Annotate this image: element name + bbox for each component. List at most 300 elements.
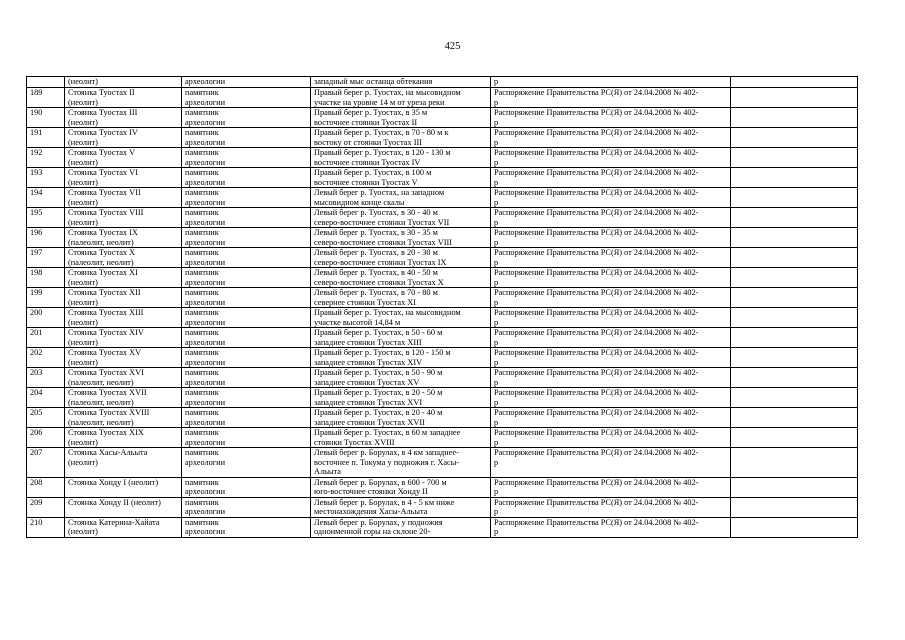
cell-line: западнее стоянки Туостах XIV xyxy=(314,357,423,367)
cell-type xyxy=(182,428,311,448)
cell-line: Распоряжение Правительства РС(Я) от 24.04.2008 № 402- xyxy=(494,517,699,527)
cell-line: р xyxy=(494,317,499,327)
cell-line: (неолит) xyxy=(68,217,98,227)
cell-line: Стоянка Хонду I (неолит) xyxy=(68,477,159,487)
cell-num: 190 xyxy=(27,108,65,128)
cell-line: (неолит) xyxy=(68,337,98,347)
cell-line: Стоянка Туостах XIII xyxy=(68,308,144,317)
cell-line: Распоряжение Правительства РС(Я) от 24.04.2008 № 402- xyxy=(494,168,699,177)
cell-line: Стоянка Туостах XV xyxy=(68,348,142,357)
cell-line: юго-восточнее стоянки Хонду II xyxy=(314,487,428,496)
cell-line: одноименной горы на склоне 20- xyxy=(314,527,431,536)
cell-line: (неолит) xyxy=(68,117,98,127)
cell-line: Правый берег р. Туостах, в 50 - 90 м xyxy=(314,368,443,377)
cell-line: археологии xyxy=(185,357,226,367)
cell-line: археологии xyxy=(185,437,226,447)
cell-line: Стоянка Туостах V xyxy=(68,148,136,157)
cell-line: памятник xyxy=(185,128,219,137)
table-row xyxy=(27,208,858,228)
cell-line: археологии xyxy=(185,157,226,167)
table-row xyxy=(27,497,858,517)
cell-type xyxy=(182,128,311,148)
cell-note xyxy=(731,168,858,188)
cell-doc xyxy=(491,88,731,108)
cell-line: археологии xyxy=(185,197,226,207)
cell-line: Распоряжение Правительства РС(Я) от 24.04.2008 № 402- xyxy=(494,268,699,277)
cell-line: восточнее стоянки Туостах IV xyxy=(314,157,421,167)
cell-line: Левый берег р. Борулах, в 4 км западнее- xyxy=(314,448,459,457)
cell-note xyxy=(731,517,858,537)
cell-num: 198 xyxy=(27,268,65,288)
cell-line: Левый берег р. Борулах, у подножия xyxy=(314,517,443,527)
table-row xyxy=(27,168,858,188)
cell-line: памятник xyxy=(185,308,219,317)
cell-line: Стоянка Туостах XVI xyxy=(68,368,144,377)
cell-note xyxy=(731,348,858,368)
cell-line: участке на уровне 14 м от уреза реки xyxy=(314,97,445,107)
cell-line: памятник xyxy=(185,328,219,337)
cell-line: Распоряжение Правительства РС(Я) от 24.04.2008 № 402- xyxy=(494,208,699,217)
cell-line: Правый берег р. Туостах, в 120 - 130 м xyxy=(314,148,451,157)
table-row xyxy=(27,248,858,268)
cell-line: Распоряжение Правительства РС(Я) от 24.04.2008 № 402- xyxy=(494,128,699,137)
cell-line: Левый берег р. Туостах, в 20 - 30 м xyxy=(314,248,438,257)
cell-doc xyxy=(491,288,731,308)
cell-line: археологии xyxy=(185,237,226,247)
cell-note xyxy=(731,428,858,448)
table-row xyxy=(27,368,858,388)
cell-line: памятник xyxy=(185,497,219,507)
cell-name xyxy=(65,408,182,428)
monuments-table xyxy=(26,76,858,538)
cell-doc xyxy=(491,477,731,497)
table-row xyxy=(27,308,858,328)
cell-note xyxy=(731,77,858,88)
cell-line: р xyxy=(494,437,499,447)
cell-line: Распоряжение Правительства РС(Я) от 24.04.2008 № 402- xyxy=(494,188,699,197)
cell-location xyxy=(311,108,491,128)
cell-type xyxy=(182,368,311,388)
cell-line: Правый берег р. Туостах, в 20 - 50 м xyxy=(314,388,443,397)
cell-line: (неолит) xyxy=(68,97,98,107)
cell-line: памятник xyxy=(185,428,219,437)
cell-line: Левый берег р. Туостах, в 30 - 40 м xyxy=(314,208,438,217)
cell-num: 209 xyxy=(27,497,65,517)
cell-line: (неолит) xyxy=(68,437,98,447)
cell-num: 204 xyxy=(27,388,65,408)
cell-line: Распоряжение Правительства РС(Я) от 24.04.2008 № 402- xyxy=(494,448,699,457)
cell-num: 201 xyxy=(27,328,65,348)
cell-type xyxy=(182,448,311,478)
cell-location xyxy=(311,77,491,88)
cell-num: 203 xyxy=(27,368,65,388)
cell-location xyxy=(311,248,491,268)
cell-doc xyxy=(491,108,731,128)
cell-line: археологии xyxy=(185,457,226,467)
cell-num: 195 xyxy=(27,208,65,228)
cell-line: Распоряжение Правительства РС(Я) от 24.04.2008 № 402- xyxy=(494,288,699,297)
cell-type xyxy=(182,348,311,368)
cell-line: археологии xyxy=(185,177,226,187)
cell-doc xyxy=(491,268,731,288)
cell-line: (палеолит, неолит) xyxy=(68,397,134,407)
cell-name xyxy=(65,148,182,168)
cell-note xyxy=(731,477,858,497)
cell-line: западнее стоянки Туостах XIII xyxy=(314,337,422,347)
cell-type xyxy=(182,497,311,517)
cell-num: 192 xyxy=(27,148,65,168)
cell-doc xyxy=(491,228,731,248)
cell-line: (неолит) xyxy=(68,297,98,307)
cell-line: местонахождения Хасы-Альыта xyxy=(314,507,428,516)
cell-note xyxy=(731,388,858,408)
cell-line: Правый берег р. Туостах, в 100 м xyxy=(314,168,432,177)
cell-line: (неолит) xyxy=(68,197,98,207)
cell-line: р xyxy=(494,397,499,407)
cell-line: северо-восточнее стоянки Туостах X xyxy=(314,277,444,287)
cell-type xyxy=(182,388,311,408)
cell-line: р xyxy=(494,237,499,247)
cell-line: западнее стоянки Туостах XV xyxy=(314,377,420,387)
cell-line: археологии xyxy=(185,527,226,536)
cell-line: памятник xyxy=(185,477,219,487)
cell-doc xyxy=(491,308,731,328)
cell-line: Левый берег р. Туостах, в 70 - 80 м xyxy=(314,288,438,297)
cell-line: памятник xyxy=(185,248,219,257)
cell-line: мысовидном конце скалы xyxy=(314,197,405,207)
cell-name xyxy=(65,517,182,537)
cell-num: 200 xyxy=(27,308,65,328)
table-row xyxy=(27,428,858,448)
cell-line: (неолит) xyxy=(68,357,98,367)
cell-name xyxy=(65,248,182,268)
cell-name xyxy=(65,448,182,478)
cell-doc xyxy=(491,348,731,368)
cell-line: Стоянка Туостах XI xyxy=(68,268,138,277)
cell-line: (неолит) xyxy=(68,277,98,287)
cell-num: 210 xyxy=(27,517,65,537)
cell-line: (палеолит, неолит) xyxy=(68,237,134,247)
cell-location xyxy=(311,308,491,328)
cell-line: р xyxy=(494,457,499,467)
cell-type xyxy=(182,288,311,308)
cell-line: (неолит) xyxy=(68,317,98,327)
table-row xyxy=(27,188,858,208)
cell-line: (палеолит, неолит) xyxy=(68,257,134,267)
cell-type xyxy=(182,228,311,248)
cell-line: памятник xyxy=(185,408,219,417)
cell-doc xyxy=(491,388,731,408)
cell-location xyxy=(311,88,491,108)
cell-location xyxy=(311,228,491,248)
cell-line: (неолит) xyxy=(68,137,98,147)
cell-location xyxy=(311,288,491,308)
cell-doc xyxy=(491,208,731,228)
cell-doc xyxy=(491,328,731,348)
table-row xyxy=(27,388,858,408)
cell-line: р xyxy=(494,337,499,347)
cell-line: Стоянка Катерина-Хайата xyxy=(68,517,160,527)
cell-doc xyxy=(491,408,731,428)
cell-line: Распоряжение Правительства РС(Я) от 24.04.2008 № 402- xyxy=(494,328,699,337)
cell-line: археологии xyxy=(185,77,226,86)
cell-line: (неолит) xyxy=(68,157,98,167)
cell-line: памятник xyxy=(185,208,219,217)
cell-num: 196 xyxy=(27,228,65,248)
cell-line: р xyxy=(494,157,499,167)
cell-line: Правый берег р. Туостах, в 70 - 80 м к xyxy=(314,128,449,137)
cell-line: памятник xyxy=(185,148,219,157)
cell-line: р xyxy=(494,277,499,287)
cell-line: Правый берег р. Туостах, в 60 м западнее xyxy=(314,428,461,437)
cell-type xyxy=(182,77,311,88)
cell-line: памятник xyxy=(185,348,219,357)
cell-line: археологии xyxy=(185,297,226,307)
cell-name xyxy=(65,77,182,88)
cell-doc xyxy=(491,148,731,168)
cell-location xyxy=(311,497,491,517)
cell-name xyxy=(65,228,182,248)
cell-note xyxy=(731,88,858,108)
cell-line: стоянки Туостах XVIII xyxy=(314,437,395,447)
cell-line: Стоянка Туостах XII xyxy=(68,288,141,297)
table-row xyxy=(27,408,858,428)
cell-line: Распоряжение Правительства РС(Я) от 24.04.2008 № 402- xyxy=(494,108,699,117)
cell-line: Распоряжение Правительства РС(Я) от 24.04.2008 № 402- xyxy=(494,248,699,257)
cell-line: Левый берег р. Борулах, в 4 - 5 км ниже xyxy=(314,497,455,507)
cell-line: Левый берег р. Туостах, в 40 - 50 м xyxy=(314,268,438,277)
cell-line: памятник xyxy=(185,108,219,117)
cell-location xyxy=(311,328,491,348)
cell-line: памятник xyxy=(185,288,219,297)
cell-doc xyxy=(491,497,731,517)
cell-location xyxy=(311,348,491,368)
cell-name xyxy=(65,88,182,108)
cell-num: 191 xyxy=(27,128,65,148)
cell-line: археологии xyxy=(185,317,226,327)
cell-note xyxy=(731,208,858,228)
cell-line: (неолит) xyxy=(68,527,98,536)
cell-line: археологии xyxy=(185,337,226,347)
cell-name xyxy=(65,288,182,308)
cell-line: р xyxy=(494,197,499,207)
cell-name xyxy=(65,188,182,208)
cell-line: Распоряжение Правительства РС(Я) от 24.04.2008 № 402- xyxy=(494,228,699,237)
cell-name xyxy=(65,168,182,188)
cell-line: Левый берег р. Туостах, на западном xyxy=(314,188,445,197)
cell-line: Стоянка Туостах III xyxy=(68,108,138,117)
cell-line: Правый берег р. Туостах, на мысовидном xyxy=(314,88,461,97)
cell-line: Правый берег р. Туостах, в 35 м xyxy=(314,108,428,117)
cell-name xyxy=(65,477,182,497)
cell-line: памятник xyxy=(185,368,219,377)
cell-type xyxy=(182,328,311,348)
cell-line: р xyxy=(494,527,499,536)
cell-line: р xyxy=(494,97,499,107)
cell-type xyxy=(182,108,311,128)
cell-line: р xyxy=(494,117,499,127)
cell-line: Распоряжение Правительства РС(Я) от 24.04.2008 № 402- xyxy=(494,497,699,507)
cell-line: западнее стоянки Туостах XVII xyxy=(314,417,425,427)
cell-location xyxy=(311,408,491,428)
cell-location xyxy=(311,168,491,188)
cell-line: археологии xyxy=(185,277,226,287)
table-row xyxy=(27,288,858,308)
cell-line: Стоянка Туостах XIX xyxy=(68,428,144,437)
cell-doc xyxy=(491,368,731,388)
cell-name xyxy=(65,348,182,368)
cell-line: Правый берег р. Туостах, в 50 - 60 м xyxy=(314,328,443,337)
cell-line: востоку от стоянки Туостах III xyxy=(314,137,422,147)
cell-type xyxy=(182,517,311,537)
cell-num: 197 xyxy=(27,248,65,268)
cell-num: 189 xyxy=(27,88,65,108)
table-row xyxy=(27,328,858,348)
cell-line: Стоянка Туостах VIII xyxy=(68,208,144,217)
cell-line: р xyxy=(494,217,499,227)
cell-line: западнее стоянки Туостах XVI xyxy=(314,397,423,407)
cell-line: Распоряжение Правительства РС(Я) от 24.04.2008 № 402- xyxy=(494,308,699,317)
cell-line: Стоянка Туостах XVII xyxy=(68,388,147,397)
cell-note xyxy=(731,328,858,348)
cell-line: Альыта xyxy=(314,467,341,476)
cell-name xyxy=(65,388,182,408)
cell-line: северо-восточнее стоянки Туостах VIII xyxy=(314,237,453,247)
cell-note xyxy=(731,448,858,478)
cell-name xyxy=(65,328,182,348)
cell-location xyxy=(311,188,491,208)
cell-num: 208 xyxy=(27,477,65,497)
cell-location xyxy=(311,128,491,148)
cell-line: Левый берег р. Туостах, в 30 - 35 м xyxy=(314,228,438,237)
cell-name xyxy=(65,428,182,448)
cell-line: Распоряжение Правительства РС(Я) от 24.04.2008 № 402- xyxy=(494,148,699,157)
cell-location xyxy=(311,477,491,497)
cell-type xyxy=(182,88,311,108)
cell-line: памятник xyxy=(185,88,219,97)
cell-location xyxy=(311,428,491,448)
table-row xyxy=(27,128,858,148)
cell-type xyxy=(182,168,311,188)
table-row xyxy=(27,108,858,128)
cell-num xyxy=(27,77,65,88)
cell-line: р xyxy=(494,377,499,387)
cell-name xyxy=(65,497,182,517)
table-row xyxy=(27,228,858,248)
cell-line: памятник xyxy=(185,268,219,277)
cell-num: 194 xyxy=(27,188,65,208)
table-row xyxy=(27,268,858,288)
cell-location xyxy=(311,268,491,288)
cell-doc xyxy=(491,128,731,148)
cell-line: Стоянка Туостах IX xyxy=(68,228,138,237)
cell-num: 199 xyxy=(27,288,65,308)
table-row xyxy=(27,517,858,537)
cell-line: археологии xyxy=(185,257,226,267)
cell-line: северо-восточнее стоянки Туостах VII xyxy=(314,217,450,227)
cell-num: 207 xyxy=(27,448,65,478)
cell-line: археологии xyxy=(185,507,226,516)
cell-note xyxy=(731,228,858,248)
cell-line: р xyxy=(494,257,499,267)
cell-line: археологии xyxy=(185,417,226,427)
cell-name xyxy=(65,128,182,148)
cell-note xyxy=(731,148,858,168)
cell-location xyxy=(311,517,491,537)
cell-name xyxy=(65,308,182,328)
cell-line: памятник xyxy=(185,448,219,457)
cell-line: Распоряжение Правительства РС(Я) от 24.04.2008 № 402- xyxy=(494,477,699,487)
cell-line: Стоянка Туостах VII xyxy=(68,188,141,197)
cell-line: Стоянка Туостах IV xyxy=(68,128,138,137)
cell-note xyxy=(731,108,858,128)
cell-line: Стоянка Туостах XVIII xyxy=(68,408,150,417)
cell-doc xyxy=(491,168,731,188)
cell-line: Стоянка Туостах II xyxy=(68,88,135,97)
cell-line: Левый берег р. Борулах, в 600 - 700 м xyxy=(314,477,447,487)
cell-location xyxy=(311,148,491,168)
cell-note xyxy=(731,308,858,328)
cell-num: 205 xyxy=(27,408,65,428)
cell-num: 206 xyxy=(27,428,65,448)
cell-line: Правый берег р. Туостах, на мысовидном xyxy=(314,308,461,317)
cell-line: археологии xyxy=(185,97,226,107)
cell-type xyxy=(182,408,311,428)
cell-note xyxy=(731,128,858,148)
cell-line: археологии xyxy=(185,117,226,127)
cell-doc xyxy=(491,188,731,208)
cell-type xyxy=(182,477,311,497)
table-row xyxy=(27,77,858,88)
cell-line: Распоряжение Правительства РС(Я) от 24.04.2008 № 402- xyxy=(494,388,699,397)
cell-num: 193 xyxy=(27,168,65,188)
cell-line: р xyxy=(494,507,499,516)
cell-note xyxy=(731,268,858,288)
cell-doc xyxy=(491,248,731,268)
cell-line: Правый берег р. Туостах, в 20 - 40 м xyxy=(314,408,443,417)
cell-note xyxy=(731,188,858,208)
cell-line: восточнее стоянки Туостах V xyxy=(314,177,418,187)
cell-doc xyxy=(491,428,731,448)
cell-doc xyxy=(491,517,731,537)
cell-line: Стоянка Туостах VI xyxy=(68,168,138,177)
cell-name xyxy=(65,268,182,288)
cell-line: археологии xyxy=(185,377,226,387)
cell-name xyxy=(65,368,182,388)
cell-type xyxy=(182,248,311,268)
table-row xyxy=(27,477,858,497)
cell-doc xyxy=(491,77,731,88)
cell-line: археологии xyxy=(185,397,226,407)
cell-type xyxy=(182,268,311,288)
cell-note xyxy=(731,497,858,517)
table-row xyxy=(27,448,858,478)
cell-location xyxy=(311,388,491,408)
cell-line: Правый берег р. Туостах, в 120 - 150 м xyxy=(314,348,451,357)
cell-note xyxy=(731,248,858,268)
cell-line: Стоянка Туостах XIV xyxy=(68,328,144,337)
cell-location xyxy=(311,448,491,478)
cell-line: р xyxy=(494,297,499,307)
cell-line: (палеолит, неолит) xyxy=(68,377,134,387)
cell-line: памятник xyxy=(185,228,219,237)
cell-line: р xyxy=(494,487,499,496)
cell-line: западный мыс останца обтекания xyxy=(314,77,433,86)
cell-line: памятник xyxy=(185,388,219,397)
cell-line: Стоянка Хонду II (неолит) xyxy=(68,497,161,507)
cell-line: (неолит) xyxy=(68,457,98,467)
cell-line: северо-восточнее стоянки Туостах IX xyxy=(314,257,447,267)
